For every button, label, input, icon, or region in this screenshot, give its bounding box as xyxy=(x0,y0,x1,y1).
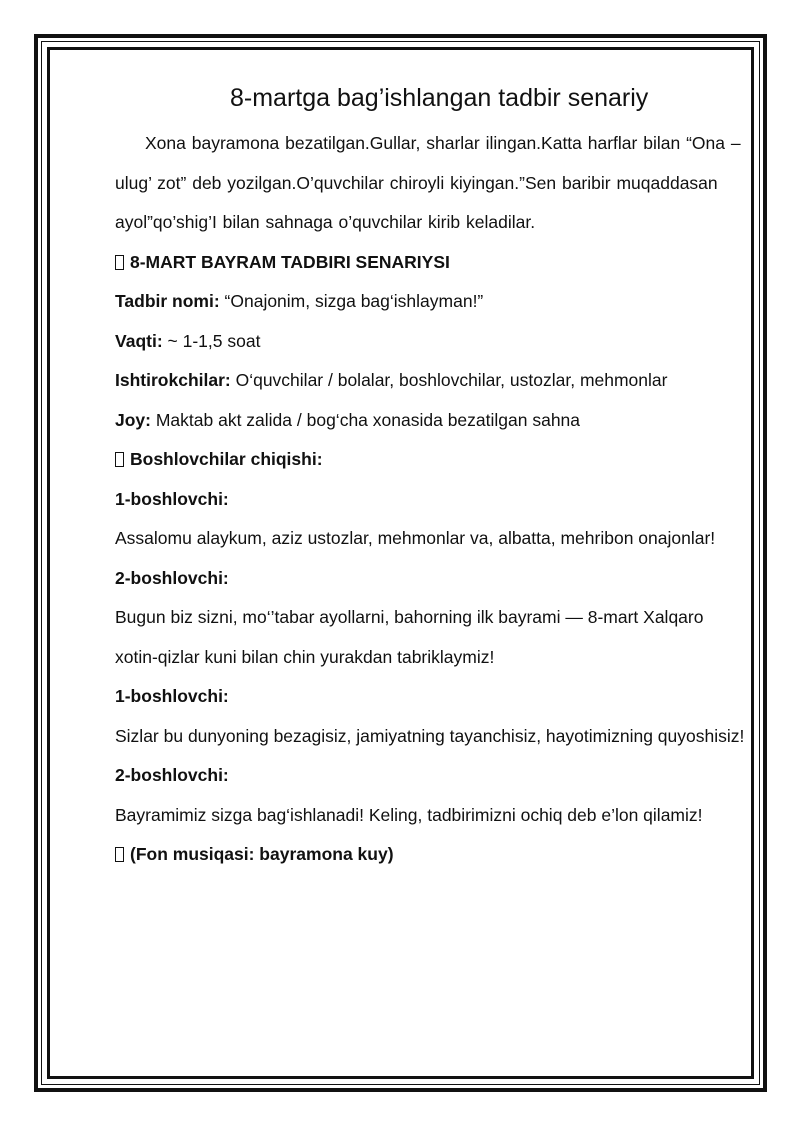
speaker-label: 1-boshlovchi: xyxy=(115,686,229,706)
music-note xyxy=(115,835,745,875)
speaker-label: 1-boshlovchi: xyxy=(115,488,229,509)
speaker-line: Assalomu alaykum, aziz ustozlar, mehmonlar va, albatta, mehribon onajonlar! xyxy=(115,528,716,548)
missing-glyph-icon xyxy=(115,255,124,270)
speaker-line: Sizlar bu dunyoning bezagisiz, jamiyatning tayanchisiz, hayotimizning quyoshisiz! xyxy=(115,725,745,746)
speaker-label: 2-boshlovchi: xyxy=(115,567,229,588)
document-title: 8-martga bag’ishlangan tadbir senariy xyxy=(230,84,649,112)
event-name-value: “Onajonim, sizga bag‘ishlayman!” xyxy=(219,291,484,311)
event-time-label: Vaqti: xyxy=(115,330,163,351)
hosts-heading xyxy=(115,440,745,480)
speaker-label: 2-boshlovchi: xyxy=(115,765,229,785)
section-heading xyxy=(115,243,745,283)
place-label: Joy: xyxy=(115,409,151,430)
intro-paragraph: Xona bayramona bezatilgan.Gullar, sharlar ilingan.Katta harflar bilan “Ona –ulug’ zot” deb yozilgan.O’quvchilar chiroyli kiyingan.”Sen baribir muqaddasan ayol”qo’shig’I bilan sahnaga o’quvchilar kirib keladilar. xyxy=(115,133,741,232)
document-body xyxy=(115,72,745,875)
participants-line xyxy=(115,361,745,401)
music-note-text: (Fon musiqasi: bayramona kuy) xyxy=(130,844,394,864)
participants-label: Ishtirokchilar: xyxy=(115,370,231,390)
place-value: Maktab akt zalida / bog‘cha xonasida bezatilgan sahna xyxy=(150,409,581,430)
event-name-line xyxy=(115,282,745,322)
missing-glyph-icon xyxy=(115,452,124,467)
event-name-label: Tadbir nomi: xyxy=(115,291,220,311)
section-heading-text: 8-MART BAYRAM TADBIRI SENARIYSI xyxy=(130,251,450,272)
participants-value: O‘quvchilar / bolalar, boshlovchilar, ustozlar, mehmonlar xyxy=(230,370,668,390)
speaker-line: Bugun biz sizni, mo‘’tabar ayollarni, bahorning ilk bayrami — 8-mart Xalqaro xotin-qizlar kuni bilan chin yurakdan tabriklaymiz! xyxy=(115,607,704,667)
missing-glyph-icon xyxy=(115,847,124,862)
hosts-heading-text: Boshlovchilar chiqishi: xyxy=(130,449,323,469)
event-time-value: ~ 1-1,5 soat xyxy=(162,330,261,351)
place-line xyxy=(115,401,745,441)
speaker-line: Bayramimiz sizga bag‘ishlanadi! Keling, tadbirimizni ochiq deb e’lon qilamiz! xyxy=(115,804,703,825)
event-time-line xyxy=(115,322,745,362)
